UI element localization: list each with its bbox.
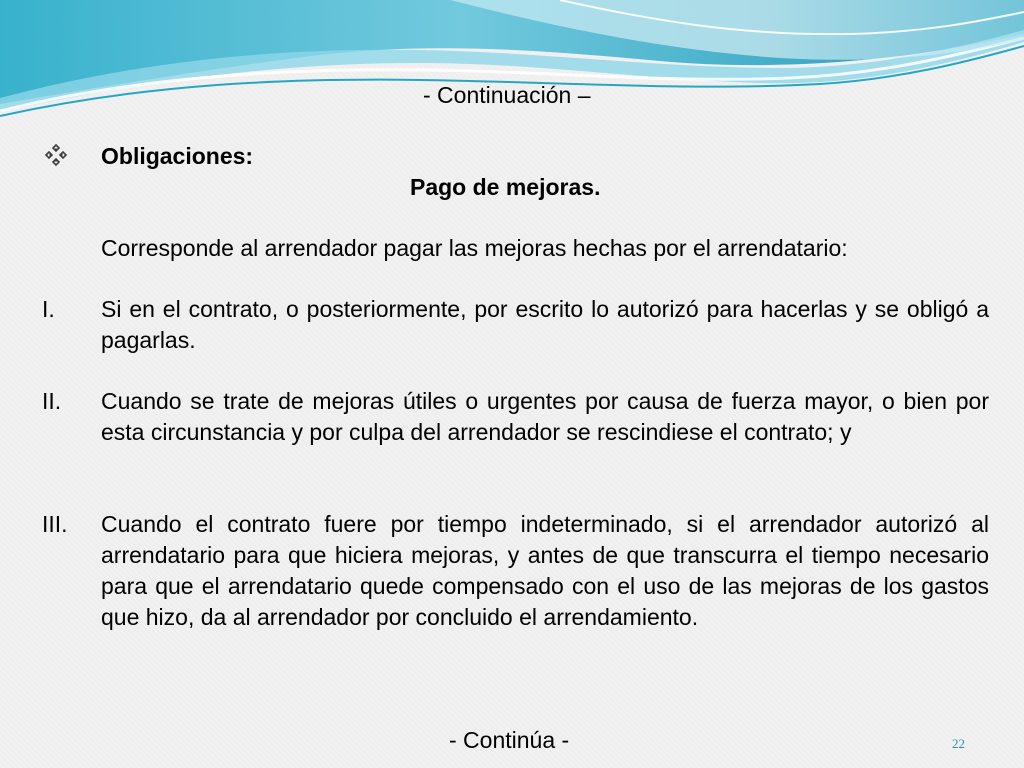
four-diamond-bullet-icon (45, 144, 67, 166)
continua-footer: - Continúa - (449, 727, 570, 753)
item-1-numeral: I. (42, 296, 55, 322)
item-1-text: Si en el contrato, o posteriormente, por escrito lo autorizó para hacerlas y se obligó a pagarlas. (101, 296, 989, 353)
item-3-text: Cuando el contrato fuere por tiempo indeterminado, si el arrendador autorizó al arrendatario para que hiciera mejoras, y antes de que transcurra el tiempo necesario para que el arrendatario quede compensado con el uso de las mejoras de los gastos que hizo, da al arrendador por concluido el arrendamiento. (101, 511, 989, 630)
subtitle: Pago de mejoras. (410, 174, 601, 200)
section-title: Obligaciones: (101, 143, 254, 169)
item-2-numeral: II. (42, 388, 62, 414)
item-2-text: Cuando se trate de mejoras útiles o urgentes por causa de fuerza mayor, o bien por esta circunstancia y por culpa del arrendador se rescindiese el contrato; y (101, 388, 989, 445)
intro-text: Corresponde al arrendador pagar las mejoras hechas por el arrendatario: (101, 235, 848, 261)
continuation-header: - Continuación – (423, 82, 591, 108)
page-number: 22 (952, 736, 965, 751)
item-3-numeral: III. (42, 511, 68, 537)
